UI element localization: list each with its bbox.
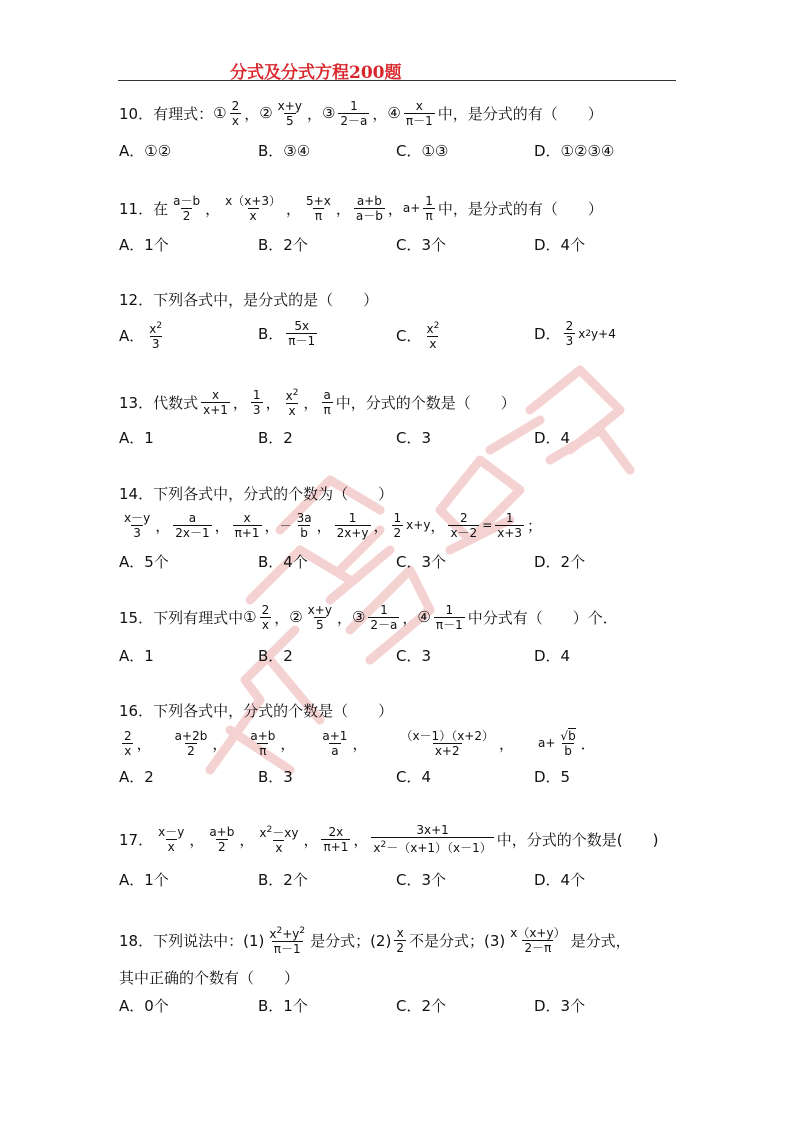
option-a: A．1 xyxy=(119,647,154,665)
option-d: D．4个 xyxy=(534,236,586,254)
question-14-expressions: $\frac{x-y}{3}$ ， $\frac{a}{2x-1}$ ， $\frac{x}{\pi+1}$ ， － $\frac{3a}{b}$ ， $\frac{1}{2x+y}$ ， $\frac{1}{2}$ x+y ， $\frac{2}{x-2}$ = $\frac{1}{x+3}$ ； xyxy=(124,510,543,540)
minus-sign: － xyxy=(279,518,292,533)
fraction: $\frac{1}{\pi}$ xyxy=(425,193,433,223)
option-c: C． $\frac{x^2}{x}$ xyxy=(396,321,440,351)
fraction: $\frac{x^2}{x}$ xyxy=(285,388,299,418)
answer-options xyxy=(119,427,679,447)
answer-options xyxy=(119,140,679,160)
question-17-stem: 17． $\frac{x-y}{x}$ ， $\frac{a+b}{2}$ ， $\frac{x^2-xy}{x}$ ， $\frac{2x}{\pi+1}$ ， $\frac{3x+1}{x^2-(x+1)(x-1)}$ 中，分式的个数是( ) xyxy=(119,823,659,855)
question-number: 11． xyxy=(119,199,154,218)
item-marker: ④ xyxy=(417,608,431,626)
fraction: $\frac{x^2+y^2}{\pi-1}$ xyxy=(269,926,306,956)
fraction: $\frac{2x}{\pi+1}$ xyxy=(323,824,349,854)
option-d: D．5 xyxy=(534,768,571,786)
option-d: D．2个 xyxy=(534,553,586,571)
fraction: $\frac{√b}{b}$ xyxy=(560,728,576,758)
fraction: $\frac{3a}{b}$ xyxy=(296,510,312,540)
option-c: C．4 xyxy=(396,768,432,786)
answer-options xyxy=(119,645,679,665)
fraction: $\frac{(x-1)(x+2)}{x+2}$ xyxy=(400,728,494,758)
question-number: 13． xyxy=(119,393,154,412)
question-18-stem xyxy=(119,921,631,959)
question-lead: 下列各式中，是分式的是（ ） xyxy=(153,290,379,309)
question-number: 16． xyxy=(119,701,154,720)
fraction: $\frac{1}{2-a}$ xyxy=(370,602,398,632)
fraction: $\frac{a}{\pi}$ xyxy=(323,387,331,417)
fraction: $\frac{x}{\pi+1}$ xyxy=(234,510,260,540)
statement-text: 是分式， xyxy=(570,931,631,950)
option-b: B．2个 xyxy=(258,236,308,254)
option-d: D．4 xyxy=(534,647,571,665)
question-lead: 代数式 xyxy=(153,393,199,412)
fraction: $\frac{x(x+3)}{x}$ xyxy=(225,193,282,223)
option-d: D．4 xyxy=(534,429,571,447)
option-d: D．3个 xyxy=(534,997,586,1015)
statement-text: 不是分式；(3) xyxy=(408,931,506,950)
option-a: A．①② xyxy=(119,142,172,160)
question-lead: 下列各式中，分式的个数是（ ） xyxy=(153,701,394,720)
fraction: $\frac{a+2b}{2}$ xyxy=(174,728,208,758)
question-tail: 中，分式的个数是（ ） xyxy=(335,393,516,412)
question-number: 10． xyxy=(119,104,154,123)
option-a: A．1个 xyxy=(119,871,169,889)
fraction: $\frac{x-y}{x}$ xyxy=(158,824,185,854)
fraction: $\frac{3x+1}{x^2-(x+1)(x-1)}$ xyxy=(373,823,492,855)
fraction: $\frac{a-b}{2}$ xyxy=(173,193,201,223)
option-c: C．①③ xyxy=(396,142,449,160)
option-b: B． $\frac{5x}{\pi-1}$ xyxy=(258,319,316,348)
option-a: A． $\frac{x^2}{3}$ xyxy=(119,321,163,351)
question-16-expressions: $\frac{2}{x}$ ， $\frac{a+2b}{2}$ ， $\frac{a+b}{\pi}$ ， $\frac{a+1}{a}$ ， $\frac{(x-1)(x+2)}{x+2}$ ， a+ $\frac{√b}{b}$ ． xyxy=(124,728,596,758)
fraction: $\frac{1}{3}$ xyxy=(252,387,261,417)
question-number: 17． xyxy=(119,830,154,849)
option-c: C．3个 xyxy=(396,553,447,571)
fraction: $\frac{a}{2x-1}$ xyxy=(175,510,210,540)
question-14-stem xyxy=(119,483,393,503)
fraction: $\frac{1}{\pi-1}$ xyxy=(435,602,463,632)
option-b: B．2 xyxy=(258,429,293,447)
fraction: $\frac{x}{x+1}$ xyxy=(203,387,228,417)
option-d: D．4个 xyxy=(534,871,586,889)
fraction: $\frac{2}{x}$ xyxy=(124,728,132,758)
fraction: $\frac{x+y}{5}$ xyxy=(307,602,332,632)
fraction: $\frac{a+b}{a-b}$ xyxy=(355,193,383,223)
fraction: $\frac{1}{2}$ xyxy=(393,510,402,540)
option-a: A．1个 xyxy=(119,236,169,254)
fraction: $\frac{x}{2}$ xyxy=(396,925,404,955)
question-lead: 下列说法中：(1) xyxy=(153,931,265,950)
statement-text: 是分式；(2) xyxy=(310,931,392,950)
answer-options xyxy=(119,551,679,571)
answer-options xyxy=(119,995,679,1015)
fraction: $\frac{5+x}{\pi}$ xyxy=(306,193,331,223)
question-lead: 在 xyxy=(153,199,169,218)
item-marker: ③ xyxy=(321,104,336,122)
question-number: 14． xyxy=(119,484,154,503)
option-c: C．3个 xyxy=(396,236,447,254)
item-marker: ② xyxy=(289,608,303,626)
question-11-stem: 11． 在 $\frac{a-b}{2}$ ， $\frac{x(x+3)}{x}$ ， $\frac{5+x}{\pi}$ ， $\frac{a+b}{a-b}$ ， a+ $\frac{1}{\pi}$ 中，是分式的有（ ） xyxy=(119,193,603,223)
option-a: A．5个 xyxy=(119,553,169,571)
question-lead: 下列有理式中 xyxy=(153,608,244,627)
fraction: $\frac{2}{x}$ xyxy=(261,602,270,632)
question-15-stem: 15． 下列有理式中 ① $\frac{2}{x}$ ， ② $\frac{x+y}{5}$ ， ③ $\frac{1}{2-a}$ ， ④ $\frac{1}{\pi-1}$ 中分式有（ ）个． xyxy=(119,602,618,632)
option-b: B．3 xyxy=(258,768,293,786)
option-b: B．2 xyxy=(258,647,293,665)
question-16-stem xyxy=(119,700,393,720)
page-header xyxy=(118,56,676,81)
fraction: $\frac{x-y}{3}$ xyxy=(124,510,151,540)
fraction: $\frac{x(x+y)}{2-\pi}$ xyxy=(510,925,566,955)
item-marker: ① xyxy=(213,104,227,122)
option-c: C．3个 xyxy=(396,871,447,889)
expression-prefix: a+ xyxy=(538,736,556,750)
question-number: 15． xyxy=(119,608,154,627)
question-tail: 中，分式的个数是( ) xyxy=(496,830,659,849)
question-13-stem: 13． 代数式 $\frac{x}{x+1}$ ， $\frac{1}{3}$ ， $\frac{x^2}{x}$ ， $\frac{a}{\pi}$ 中，分式的个数是（ ） xyxy=(119,387,516,418)
option-c: C．3 xyxy=(396,429,432,447)
fraction: $\frac{1}{2-a}$ xyxy=(340,98,368,128)
question-number: 18． xyxy=(119,931,154,950)
item-marker: ① xyxy=(243,608,257,626)
question-18-line2 xyxy=(119,967,299,987)
option-d: D．①②③④ xyxy=(534,142,615,160)
option-b: B．③④ xyxy=(258,142,311,160)
item-marker: ② xyxy=(259,104,273,122)
option-b: B．1个 xyxy=(258,997,308,1015)
fraction: $\frac{2}{x}$ xyxy=(231,98,240,128)
fraction: $\frac{1}{x+3}$ xyxy=(497,510,523,540)
question-12-stem xyxy=(119,289,378,309)
question-10-stem: 10． 有理式： ① $\frac{2}{x}$ ， ② $\frac{x+y}{5}$ ， ③ $\frac{1}{2-a}$ ， ④ $\frac{x}{\pi-1}$ 中，是分式的有（ ） xyxy=(119,98,603,128)
option-c: C．3 xyxy=(396,647,432,665)
fraction: $\frac{x}{\pi-1}$ xyxy=(405,98,433,128)
option-a: A．0个 xyxy=(119,997,169,1015)
page-title: 分式及分式方程200题 xyxy=(230,63,402,83)
option-d: D． $\frac{2}{3}$ x 2 y+4 xyxy=(534,319,616,348)
question-tail: 中分式有（ ）个． xyxy=(467,608,618,627)
question-number: 12． xyxy=(119,290,154,309)
question-tail: 中，是分式的有（ ） xyxy=(437,104,603,123)
question-lead: 有理式： xyxy=(153,104,214,123)
option-c: C．2个 xyxy=(396,997,447,1015)
fraction: $\frac{a+1}{a}$ xyxy=(322,728,348,758)
item-marker: ④ xyxy=(387,104,401,122)
answer-options xyxy=(119,766,679,786)
fraction: $\frac{x+y}{5}$ xyxy=(277,98,302,128)
fraction: $\frac{a+b}{\pi}$ xyxy=(250,728,276,758)
option-b: B．4个 xyxy=(258,553,308,571)
fraction: $\frac{x^2-xy}{x}$ xyxy=(259,825,299,855)
fraction: $\frac{1}{2x+y}$ xyxy=(336,510,369,540)
expression-prefix: a+ xyxy=(402,201,421,215)
option-b: B．2个 xyxy=(258,871,308,889)
option-a: A．1 xyxy=(119,429,154,447)
sqrt-symbol: √ xyxy=(560,728,569,743)
answer-options xyxy=(119,869,679,889)
question-tail: 中，是分式的有（ ） xyxy=(437,199,603,218)
fraction: $\frac{a+b}{2}$ xyxy=(209,824,235,854)
question-lead: 下列各式中，分式的个数为（ ） xyxy=(153,484,394,503)
answer-options xyxy=(119,234,679,254)
option-a: A．2 xyxy=(119,768,154,786)
fraction: $\frac{2}{x-2}$ xyxy=(450,510,478,540)
item-marker: ③ xyxy=(351,608,366,626)
question-prompt: 其中正确的个数有（ ） xyxy=(119,968,300,987)
answer-options xyxy=(119,319,679,359)
